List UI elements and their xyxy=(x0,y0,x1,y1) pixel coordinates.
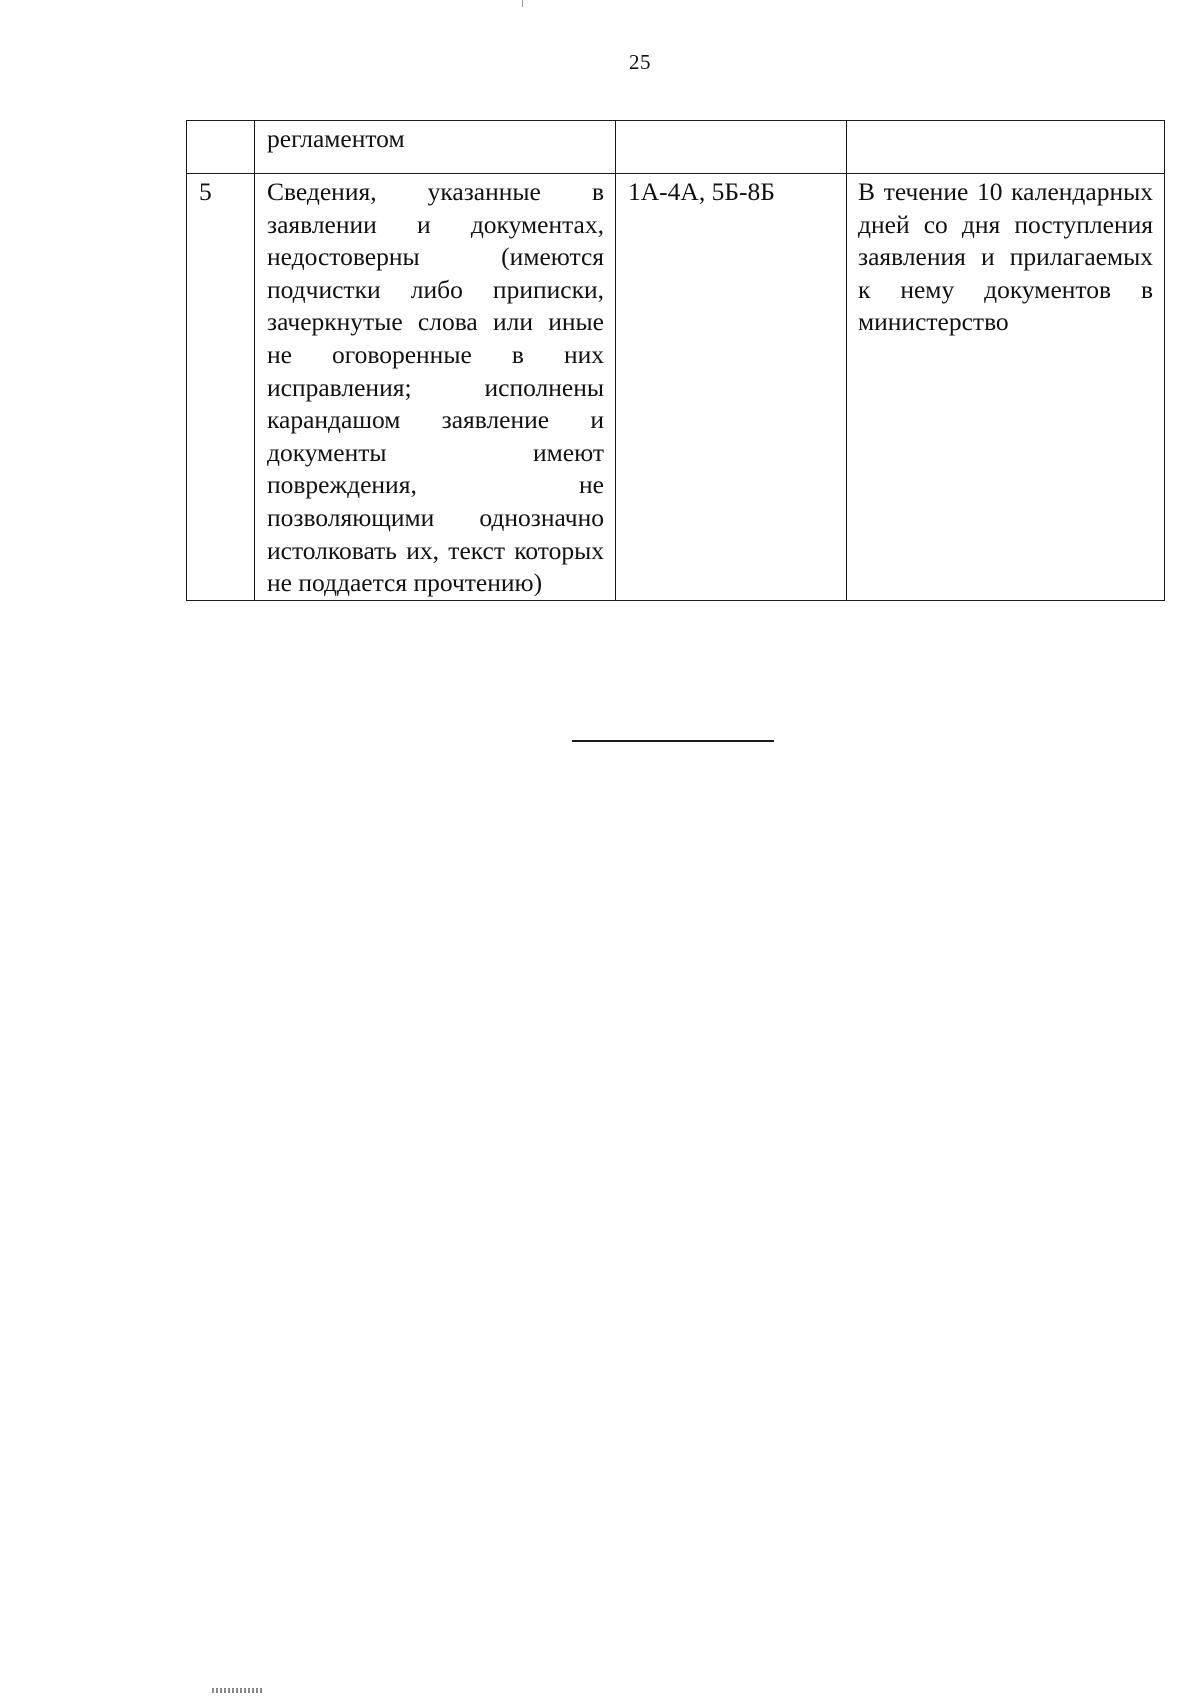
table-row-continued xyxy=(187,121,1165,174)
refusal-grounds-table xyxy=(186,120,1165,601)
scan-stamp-mark xyxy=(212,1688,262,1693)
table-row-5 xyxy=(187,174,1165,601)
term-cell: В течение 10 календарных дней со дня поступления заявления и прилагаемых к нему документов в министерство xyxy=(847,174,1165,601)
row-number-cell: 5 xyxy=(187,174,255,601)
reason-cell: Сведения, указанные в заявлении и документах, недостоверны (имеются подчистки либо приписки, зачеркнутые слова или иные не оговоренные в них исправления; исполнены карандашом заявление и документы имеют повреждения, не позволяющими однозначно истолковать их, текст которых не поддается прочтению) xyxy=(255,174,616,601)
page-number: 25 xyxy=(629,50,651,74)
reason-cell: регламентом xyxy=(255,121,616,174)
term-cell xyxy=(847,121,1165,174)
row-number-cell xyxy=(187,121,255,174)
end-of-document-rule xyxy=(572,740,774,742)
documents-cell: 1А-4А, 5Б-8Б xyxy=(616,174,847,601)
scan-artifact-mark xyxy=(522,0,523,7)
documents-cell xyxy=(616,121,847,174)
